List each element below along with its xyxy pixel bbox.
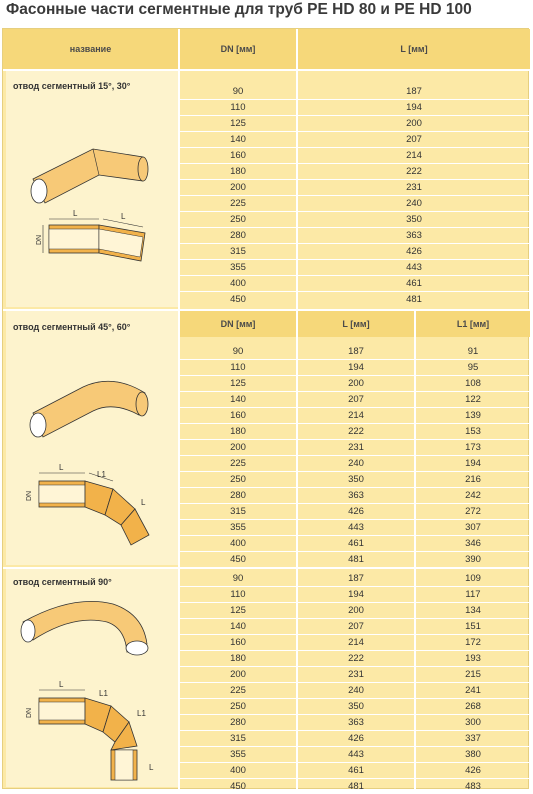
table-row [180, 359, 530, 375]
dn-cell: 280 [230, 489, 246, 501]
l-label: L [59, 463, 64, 472]
l-cell: 443 [348, 521, 364, 533]
l-cell: 363 [348, 716, 364, 728]
l1-cell: 268 [465, 700, 481, 712]
l-cell: 222 [348, 425, 364, 437]
table-row [180, 343, 530, 359]
dn-cell: 110 [230, 588, 246, 600]
row-separator [180, 634, 530, 635]
row-separator [180, 439, 530, 440]
row-separator [180, 375, 530, 376]
l1-label: L1 [99, 689, 108, 698]
table-row [180, 407, 530, 423]
dn-cell: 140 [230, 620, 246, 632]
dn-cell: 200 [230, 181, 246, 193]
l-cell: 214 [348, 409, 364, 421]
l-cell: 481 [348, 780, 364, 792]
table-row [180, 519, 530, 535]
l1-cell: 242 [465, 489, 481, 501]
l-cell: 207 [348, 620, 364, 632]
table-row [180, 778, 530, 794]
l-cell: 231 [348, 441, 364, 453]
table-row [180, 439, 530, 455]
dn-cell: 280 [230, 716, 246, 728]
elbow-15-30-3d-icon [31, 149, 148, 203]
l-cell: 481 [348, 553, 364, 565]
l1-cell: 215 [465, 668, 481, 680]
l-cell: 363 [348, 489, 364, 501]
table-row [180, 291, 530, 307]
row-separator [180, 535, 530, 536]
row-separator [180, 666, 530, 667]
table-row [180, 666, 530, 682]
l1-cell: 139 [465, 409, 481, 421]
l1-cell: 194 [465, 457, 481, 469]
l1-cell: 300 [465, 716, 481, 728]
l-cell: 200 [348, 377, 364, 389]
l1-cell: 108 [465, 377, 481, 389]
table-row [180, 147, 530, 163]
dn-cell: 110 [230, 361, 246, 373]
table-row [180, 682, 530, 698]
dn-cell: 450 [230, 780, 246, 792]
l-cell: 481 [406, 293, 422, 305]
row-separator [180, 99, 530, 100]
dn-cell: 400 [230, 537, 246, 549]
l1-cell: 95 [467, 361, 479, 373]
l1-cell: 307 [465, 521, 481, 533]
row-separator [180, 359, 530, 360]
l-cell: 240 [348, 457, 364, 469]
l-cell: 214 [348, 636, 364, 648]
l-cell: 222 [348, 652, 364, 664]
table-row [180, 83, 530, 99]
section2-header-dn: DN [мм] [180, 311, 296, 337]
row-separator [180, 730, 530, 731]
table-row [180, 503, 530, 519]
dn-label: DN [26, 490, 33, 501]
row-separator [180, 778, 530, 779]
table-row [180, 618, 530, 634]
table-row [180, 179, 530, 195]
dn-cell: 140 [230, 393, 246, 405]
l-cell: 461 [348, 764, 364, 776]
row-separator [180, 391, 530, 392]
dn-cell: 160 [230, 149, 246, 161]
table-row [180, 487, 530, 503]
l-cell: 194 [348, 361, 364, 373]
dn-cell: 450 [230, 293, 246, 305]
header-name: название [3, 29, 178, 69]
dn-cell: 355 [230, 521, 246, 533]
l1-cell: 346 [465, 537, 481, 549]
l1-cell: 272 [465, 505, 481, 517]
l-cell: 426 [406, 245, 422, 257]
l-label: L [73, 209, 78, 218]
dn-cell: 250 [230, 473, 246, 485]
l1-cell: 151 [465, 620, 481, 632]
row-separator [180, 423, 530, 424]
l-cell: 231 [348, 668, 364, 680]
l1-cell: 216 [465, 473, 481, 485]
row-separator [180, 211, 530, 212]
dn-cell: 160 [230, 409, 246, 421]
l1-label: L1 [97, 470, 106, 479]
l-cell: 240 [348, 684, 364, 696]
l1-cell: 172 [465, 636, 481, 648]
dn-cell: 250 [230, 213, 246, 225]
dn-cell: 355 [230, 748, 246, 760]
table-row [180, 423, 530, 439]
table-row [180, 391, 530, 407]
row-separator [180, 487, 530, 488]
table-row [180, 570, 530, 586]
l-label-2: L [121, 212, 126, 221]
l1-cell: 241 [465, 684, 481, 696]
section2-header-l1: L1 [мм] [416, 311, 530, 337]
table-row [180, 163, 530, 179]
l-cell: 461 [348, 537, 364, 549]
l-cell: 350 [348, 473, 364, 485]
section-divider-1 [3, 309, 530, 311]
dn-cell: 450 [230, 553, 246, 565]
fittings-table [2, 28, 529, 792]
l1-cell: 193 [465, 652, 481, 664]
table-row [180, 99, 530, 115]
l-cell: 187 [406, 85, 422, 97]
l-cell: 187 [348, 345, 364, 357]
table-row [180, 227, 530, 243]
dn-cell: 225 [230, 684, 246, 696]
l-label: L [59, 680, 64, 689]
dn-cell: 160 [230, 636, 246, 648]
dn-cell: 225 [230, 197, 246, 209]
l-cell: 461 [406, 277, 422, 289]
row-separator [180, 227, 530, 228]
dn-cell: 110 [230, 101, 246, 113]
l-cell: 231 [406, 181, 422, 193]
dn-cell: 140 [230, 133, 246, 145]
dn-cell: 280 [230, 229, 246, 241]
row-separator [180, 714, 530, 715]
row-separator [180, 762, 530, 763]
l-cell: 443 [348, 748, 364, 760]
row-separator [180, 746, 530, 747]
row-separator [180, 243, 530, 244]
dn-cell: 315 [230, 505, 246, 517]
l-cell: 443 [406, 261, 422, 273]
dn-cell: 200 [230, 668, 246, 680]
row-separator [180, 551, 530, 552]
table-row [180, 634, 530, 650]
table-row [180, 455, 530, 471]
row-separator [180, 650, 530, 651]
row-separator [180, 682, 530, 683]
table-row [180, 746, 530, 762]
dn-cell: 200 [230, 441, 246, 453]
l1-cell: 122 [465, 393, 481, 405]
row-separator [180, 115, 530, 116]
row-separator [180, 586, 530, 587]
l-cell: 363 [406, 229, 422, 241]
page-title: Фасонные части сегментные для труб PE HD 80 и PE HD 100 [6, 1, 472, 18]
elbow-45-60-section-icon [26, 463, 149, 545]
l1-cell: 173 [465, 441, 481, 453]
row-separator [180, 519, 530, 520]
dn-cell: 180 [230, 165, 246, 177]
l-cell: 426 [348, 505, 364, 517]
header-l: L [мм] [298, 29, 530, 69]
l-cell: 426 [348, 732, 364, 744]
section-divider-2 [3, 567, 530, 569]
table-row [180, 714, 530, 730]
l1-cell: 109 [465, 572, 481, 584]
row-separator [180, 259, 530, 260]
dn-cell: 125 [230, 377, 246, 389]
l-cell: 194 [348, 588, 364, 600]
elbow-90-section-icon [26, 680, 154, 780]
l-cell: 200 [348, 604, 364, 616]
l-label-2: L [149, 763, 154, 772]
row-separator [180, 503, 530, 504]
dn-cell: 90 [232, 572, 244, 584]
table-row [180, 535, 530, 551]
l1-cell: 483 [465, 780, 481, 792]
dn-cell: 400 [230, 764, 246, 776]
section2-header-l: L [мм] [298, 311, 414, 337]
l1-cell: 426 [465, 764, 481, 776]
section1-label: отвод сегментный 15°, 30° [13, 81, 131, 91]
dn-label: DN [36, 234, 43, 245]
l-cell: 350 [406, 213, 422, 225]
dn-cell: 225 [230, 457, 246, 469]
l-cell: 240 [406, 197, 422, 209]
l1-cell: 380 [465, 748, 481, 760]
dn-cell: 180 [230, 652, 246, 664]
table-row [180, 115, 530, 131]
dn-cell: 315 [230, 732, 246, 744]
table-row [180, 195, 530, 211]
row-separator [180, 407, 530, 408]
row-separator [180, 179, 530, 180]
header-dn: DN [мм] [180, 29, 296, 69]
row-separator [180, 698, 530, 699]
row-separator [180, 147, 530, 148]
l-cell: 350 [348, 700, 364, 712]
l1-cell: 134 [465, 604, 481, 616]
row-separator [180, 163, 530, 164]
table-row [180, 211, 530, 227]
l1-cell: 117 [465, 588, 481, 600]
row-separator [180, 602, 530, 603]
l1-label-2: L1 [137, 709, 146, 718]
elbow-15-30-drawing [13, 119, 163, 269]
l1-cell: 337 [465, 732, 481, 744]
row-separator [180, 455, 530, 456]
l1-cell: 153 [465, 425, 481, 437]
l1-cell: 91 [467, 345, 479, 357]
l-label-2: L [141, 498, 146, 507]
table-row [180, 602, 530, 618]
l-cell: 222 [406, 165, 422, 177]
elbow-45-60-3d-icon [30, 381, 148, 437]
table-row [180, 275, 530, 291]
elbow-15-30-section-icon [36, 209, 145, 261]
l-cell: 187 [348, 572, 364, 584]
table-row [180, 471, 530, 487]
elbow-90-3d-icon [21, 601, 148, 655]
row-separator [180, 618, 530, 619]
table-row [180, 243, 530, 259]
l-cell: 214 [406, 149, 422, 161]
row-separator [180, 195, 530, 196]
table-row [180, 259, 530, 275]
dn-cell: 90 [232, 85, 244, 97]
l-cell: 207 [348, 393, 364, 405]
l-cell: 200 [406, 117, 422, 129]
dn-label: DN [26, 707, 33, 718]
section3-label: отвод сегментный 90° [13, 577, 112, 587]
dn-cell: 125 [230, 604, 246, 616]
dn-cell: 355 [230, 261, 246, 273]
row-separator [180, 275, 530, 276]
l1-cell: 390 [465, 553, 481, 565]
table-row [180, 762, 530, 778]
row-separator [180, 291, 530, 292]
row-separator [180, 471, 530, 472]
dn-cell: 90 [232, 345, 244, 357]
dn-cell: 125 [230, 117, 246, 129]
table-row [180, 551, 530, 567]
dn-cell: 315 [230, 245, 246, 257]
table-row [180, 650, 530, 666]
header-divider [3, 69, 530, 71]
dn-cell: 180 [230, 425, 246, 437]
table-row [180, 586, 530, 602]
table-row [180, 698, 530, 714]
dn-cell: 400 [230, 277, 246, 289]
table-row [180, 730, 530, 746]
l-cell: 194 [406, 101, 422, 113]
elbow-45-60-drawing [13, 349, 163, 559]
section2-label: отвод сегментный 45°, 60° [13, 322, 131, 332]
table-row [180, 131, 530, 147]
row-separator [180, 131, 530, 132]
elbow-90-drawing [13, 594, 173, 784]
table-row [180, 375, 530, 391]
dn-cell: 250 [230, 700, 246, 712]
l-cell: 207 [406, 133, 422, 145]
